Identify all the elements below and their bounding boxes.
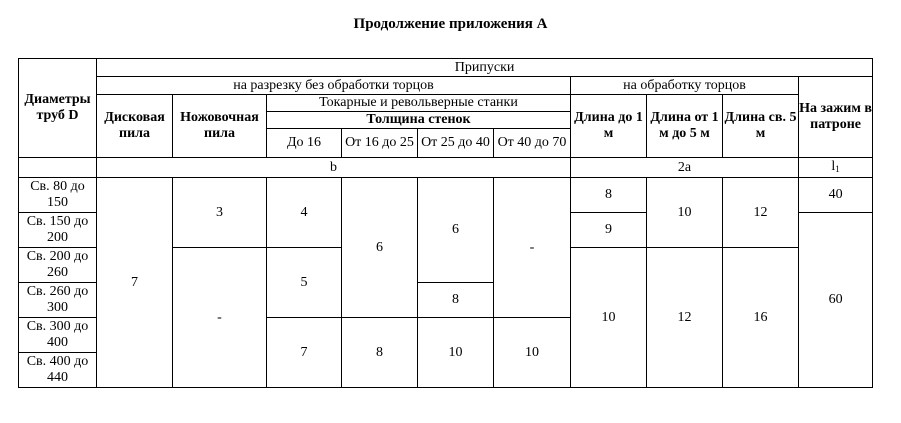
diameter-row-label: Св. 150 до 200 [19, 213, 97, 248]
cell-hacksaw-80-200: 3 [173, 178, 267, 248]
cell-len5-80-200: 12 [723, 178, 799, 248]
cell-wall40-70-300-440: 10 [494, 318, 571, 388]
cell-wall16-80-200: 4 [267, 178, 342, 248]
header-clamp: На зажим в патроне [799, 77, 873, 158]
symbol-empty-cell [19, 158, 97, 178]
header-len-over5: Длина св. 5 м [723, 95, 799, 158]
header-facing: на обработку торцов [571, 77, 799, 95]
cell-clamp-150-440: 60 [799, 213, 873, 388]
cell-wall16-300-440: 7 [267, 318, 342, 388]
header-wall-40-70: От 40 до 70 [494, 129, 571, 158]
symbol-l: l [831, 158, 836, 174]
diameter-row-label: Св. 80 до 150 [19, 178, 97, 213]
diameter-row-label: Св. 200 до 260 [19, 248, 97, 283]
allowances-table [18, 58, 873, 388]
diameter-row-label: Св. 260 до 300 [19, 283, 97, 318]
header-wall-thickness: Толщина стенок [267, 112, 571, 129]
cell-hacksaw-200-440: - [173, 248, 267, 388]
cell-wall25-40-80-260: 6 [418, 178, 494, 283]
cell-len1-150-200: 9 [571, 213, 647, 248]
header-len-upto1: Длина до 1 м [571, 95, 647, 158]
cell-len1-200-440: 10 [571, 248, 647, 388]
cell-wall16-25-80-300: 6 [342, 178, 418, 318]
cell-wall16-200-300: 5 [267, 248, 342, 318]
cell-disc-saw: 7 [97, 178, 173, 388]
cell-len1-5-80-200: 10 [647, 178, 723, 248]
cell-len5-200-440: 16 [723, 248, 799, 388]
diameter-row-label: Св. 400 до 440 [19, 353, 97, 388]
cell-len1-80-150: 8 [571, 178, 647, 213]
cell-wall40-70-80-300: - [494, 178, 571, 318]
cell-wall25-40-260-300: 8 [418, 283, 494, 318]
header-diameters: Диаметры труб D [19, 59, 97, 158]
cell-len1-5-200-440: 12 [647, 248, 723, 388]
cell-wall25-40-300-440: 10 [418, 318, 494, 388]
symbol-l1 [799, 158, 873, 178]
header-cutting-no-facing: на разрезку без обработки торцов [97, 77, 571, 95]
diameter-row-label: Св. 300 до 400 [19, 318, 97, 353]
header-lathes: Токарные и револьверные станки [267, 95, 571, 112]
cell-clamp-80-150: 40 [799, 178, 873, 213]
header-allowances: Припуски [97, 59, 873, 77]
header-disc-saw: Дисковая пила [97, 95, 173, 158]
header-wall-25-40: От 25 до 40 [418, 129, 494, 158]
header-hacksaw: Ножовочная пила [173, 95, 267, 158]
header-len-1-5: Длина от 1 м до 5 м [647, 95, 723, 158]
page-title: Продолжение приложения А [353, 16, 548, 32]
symbol-l-subscript: 1 [835, 163, 840, 174]
symbol-2a: 2a [571, 158, 799, 178]
header-wall-upto16: До 16 [267, 129, 342, 158]
symbol-b: b [97, 158, 571, 178]
cell-wall16-25-300-440: 8 [342, 318, 418, 388]
header-wall-16-25: От 16 до 25 [342, 129, 418, 158]
